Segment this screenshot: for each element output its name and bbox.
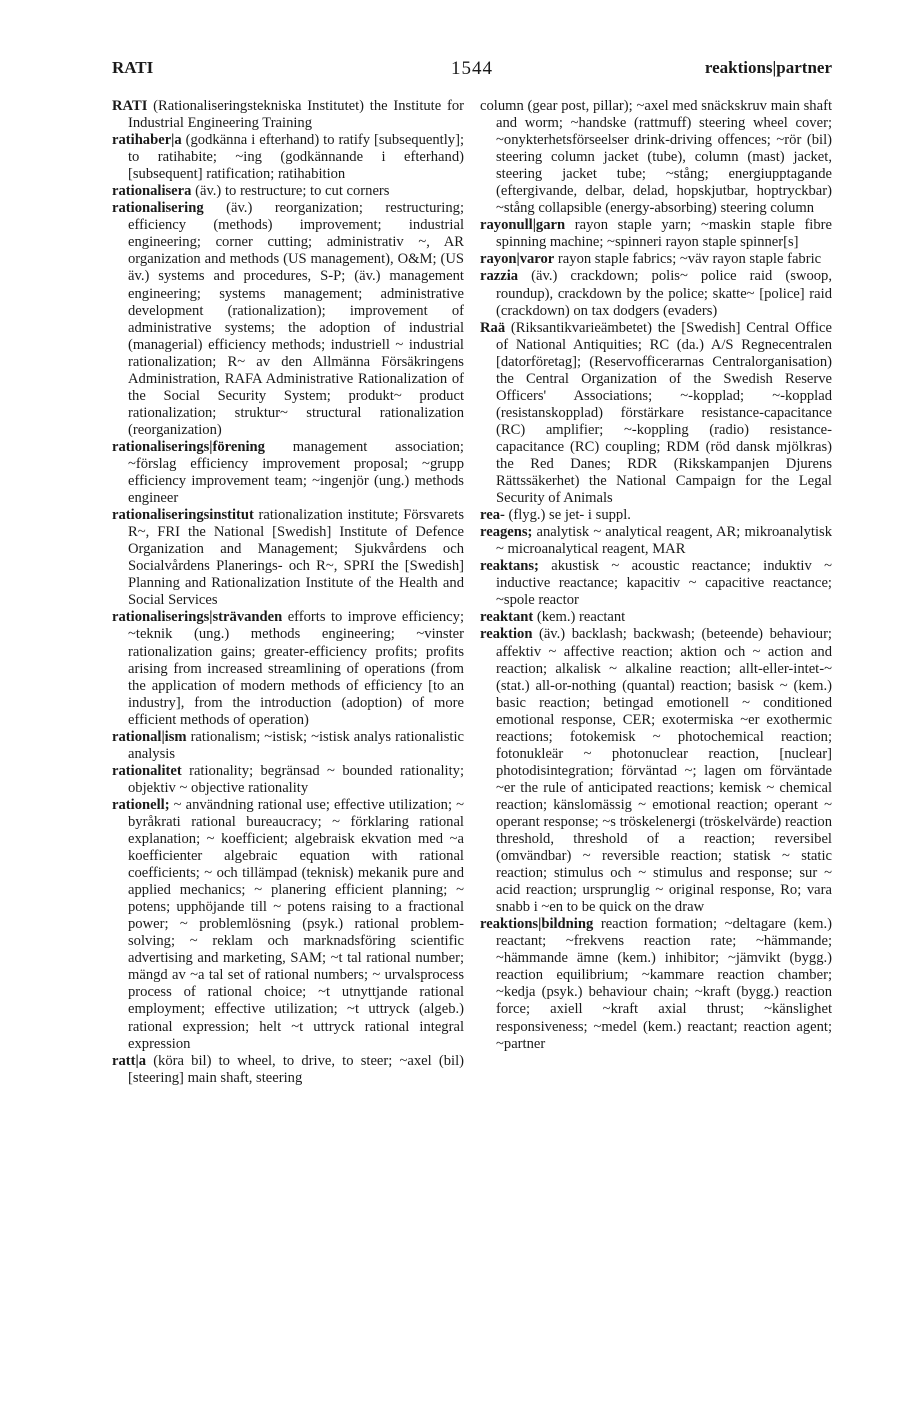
dictionary-entry xyxy=(112,132,464,183)
entry-body: rationalism; ~istisk; ~istisk analys rationalistic analysis xyxy=(128,728,464,762)
entry-body: (äv.) reorganization; restructuring; efficiency (methods) improvement; industrial engineering; corner cutting; administrativ ~, AR organization and methods (US management), O&M; (US äv.) systems and procedures, S-P; (äv.) management engineering; systems management; administrative development (rationalization); improvement of administrative systems; the adoption of industrial (managerial) efficiency methods; industriell ~ industrial rationalization; R~ av den Allmänna Försäkringens Administration, RAFA Administrative Rationalization of the Social Security System; produkt~ product rationalization; struktur~ structural rationalization (reorganization) xyxy=(128,200,464,438)
headword: rationalitet xyxy=(112,762,182,779)
entry-body: ~ användning rational use; effective utilization; ~ byråkrati rational bureaucracy; ~ förklaring rational explanation; ~ koefficient; algebraisk ekvation med ~a koefficienter algebraic equation with rational coefficients; ~ och tillämpad (teknisk) mekanik pure and applied mechanics; ~ planering efficient planning; ~ potens; upphöjande till ~ potens raising to a fractional power; ~ problemlösning (psyk.) rational problem-solving; ~ reklam och marknadsföring scientific advertising and marketing, SAM; ~t tal rational number; mängd av ~a tal set of rational numbers; ~ urvalsprocess process of rational choice; ~t utnyttjande rational employment; effective utilization; ~t uttryck (algeb.) rational expression; helt ~t uttryck rational integral expression xyxy=(128,796,464,1052)
dictionary-entry-continued xyxy=(480,98,832,217)
headword: reaktions|bildning xyxy=(480,916,594,933)
dictionary-entry xyxy=(112,728,464,763)
dictionary-entry xyxy=(480,251,832,268)
dictionary-entry xyxy=(480,558,832,609)
headword: reaktans; xyxy=(480,558,539,575)
headword: rationell; xyxy=(112,796,170,813)
entry-body: rationalization institute; Försvarets R~, FRI the National [Swedish] Institute of Defence Organization and Management; Sjukvårdens och Socialvårdens Planerings- och R~, SPRI the [Swedish] Planning and Rationalization Institute of the Health and Social Services xyxy=(128,507,464,609)
dictionary-entry xyxy=(112,200,464,439)
left-column xyxy=(112,98,464,1087)
dictionary-entry xyxy=(112,1052,464,1087)
running-head-right: reaktions|partner xyxy=(704,58,832,77)
dictionary-entry xyxy=(480,507,832,524)
entry-body: reaction formation; ~deltagare (kem.) reactant; ~frekvens reaction rate; ~hämmande; ~hämmande ämne (kem.) inhibitor; ~jämvikt (bygg.) reaction equilibrium; ~kammare reaction chamber; ~kedja (psyk.) behaviour chain; ~kraft (bygg.) reaction force; axiell ~kraft axial thrust; ~känslighet responsiveness; ~medel (kem.) reactant; reaction agent; ~partner xyxy=(496,916,832,1052)
headword: ratihaber|a xyxy=(112,132,182,149)
dictionary-entry xyxy=(112,98,464,132)
headword: reaktant xyxy=(480,609,534,626)
headword: rayon|varor xyxy=(480,251,555,268)
dictionary-entry xyxy=(112,507,464,609)
headword: rational|ism xyxy=(112,728,187,745)
dictionary-entry xyxy=(480,916,832,1052)
dictionary-entry xyxy=(480,524,832,558)
headword: rea- xyxy=(480,507,505,524)
headword: rationaliserings|förening xyxy=(112,438,265,455)
headword: rayonull|garn xyxy=(480,217,566,234)
dictionary-entry xyxy=(480,217,832,251)
headword: reagens; xyxy=(480,524,533,541)
entry-body: (äv.) to restructure; to cut corners xyxy=(191,183,390,200)
entry-body: rationality; begränsad ~ bounded rationality; objektiv ~ objective rationality xyxy=(128,762,464,796)
dictionary-entry xyxy=(112,796,464,1053)
dictionary-entry xyxy=(480,268,832,319)
entry-body: rayon staple yarn; ~maskin staple fibre spinning machine; ~spinneri rayon staple spinner[s] xyxy=(496,217,832,251)
dictionary-entry xyxy=(112,609,464,728)
running-head-left: RATI xyxy=(112,58,154,77)
headword: Raä xyxy=(480,319,506,336)
entry-body: (äv.) backlash; backwash; (beteende) behaviour; affektiv ~ affective reaction; aktion och ~ action and reaction; alkalisk ~ alkaline reaction; allt-eller-intet-~ (stat.) all-or-nothing (quantal) reaction; basisk ~ (kem.) basic reaction; betingad emotionell ~ conditioned emotional response, CER; exotermiska ~er exothermic reactions; fotokemisk ~ photochemical reaction; fotonukleär ~ photonuclear reaction, [nuclear] photodisintegration; förväntad ~; lagen om förväntade ~er the rule of anticipated reactions; kemisk ~ chemical reaction; känslomässig ~ emotional reaction; operant ~ operant response; ~s tröskelenergi (tröskelvärde) reaction threshold, threshold of a reaction; reversibel (omvändbar) ~ reversible reaction; statisk ~ static reaction; stimulus och ~ stimulus and response; sur ~ acid reaction; ursprunglig ~ original response, Ro; vara snabb i ~en to be quick on the draw xyxy=(496,626,832,916)
entry-body: (äv.) crackdown; polis~ police raid (swoop, roundup), crackdown by the police; skatte~ [police] raid (crackdown) on tax dodgers (evaders) xyxy=(496,268,832,319)
headword: ratt|a xyxy=(112,1052,147,1069)
entry-body: akustisk ~ acoustic reactance; induktiv ~ inductive reactance; kapacitiv ~ capacitive reactance; ~spole reactor xyxy=(496,558,832,609)
entry-body: analytisk ~ analytical reagent, AR; mikroanalytisk ~ microanalytical reagent, MAR xyxy=(496,524,832,558)
right-column xyxy=(480,98,832,1053)
dictionary-entry xyxy=(112,438,464,507)
dictionary-entry xyxy=(112,762,464,797)
headword: reaktion xyxy=(480,626,533,643)
entry-body: (godkänna i efterhand) to ratify [subsequently]; to ratihabite; ~ing (godkännande i efterhand) [subsequent] ratification; ratihabition xyxy=(128,132,464,183)
entry-body: management association; ~förslag efficiency improvement proposal; ~grupp efficiency improvement team; ~ingenjör (ung.) methods engineer xyxy=(128,438,464,507)
entry-body: (köra bil) to wheel, to drive, to steer; ~axel (bil) [steering] main shaft, steering xyxy=(128,1052,464,1086)
entry-body: rayon staple fabrics; ~väv rayon staple fabric xyxy=(554,251,822,268)
dictionary-entry xyxy=(112,183,464,200)
entry-body: (flyg.) se jet- i suppl. xyxy=(504,507,631,524)
entry-body: (Rationaliseringstekniska Institutet) the Institute for Industrial Engineering Training xyxy=(128,98,464,132)
entry-body: efforts to improve efficiency; ~teknik (ung.) methods engineering; ~vinster rationalization gains; greater-efficiency profits; profits arising from increased streamlining of operations (from the application of modern methods of efficiency [to an industry], from the introduction (adoption) of more efficient methods of operation) xyxy=(128,609,464,728)
page-header xyxy=(112,58,832,82)
headword: rationalisering xyxy=(112,200,204,217)
headword: rationaliserings|strävanden xyxy=(112,609,283,626)
headword: rationalisera xyxy=(112,183,192,200)
entry-body: column (gear post, pillar); ~axel med snäckskruv main shaft and worm; ~handske (rattmuff) steering wheel cover; ~onykterhetsförseelser drink-driving offences; ~rör (bil) steering column jacket (tube), column (mast) jacket, steering jacket tube; ~stång; energiupptagande (eftergivande, delbar, delad, hopskjutbar, hoptryckbar) ~stång collapsible (energy-absorbing) steering column xyxy=(480,98,832,217)
dictionary-entry xyxy=(480,609,832,626)
headword: razzia xyxy=(480,268,519,285)
page-number: 1544 xyxy=(451,58,493,79)
dictionary-entry xyxy=(480,319,832,508)
headword: rationaliseringsinstitut xyxy=(112,507,254,524)
entry-body: (Riksantikvarieämbetet) the [Swedish] Central Office of National Antiquities; RC (da.) A/S Regnecentralen [datorföretag]; (Reservofficerarnas Centralorganisation) the Central Organization of the Swedish Reserve Officers' Associations; ~-kopplad; ~-kopplad (resistanskopplad) förstärkare resistance-capacitance (RC) amplifier; ~-koppling (radio) resistance-capacitance (RC) coupling; RDM (röd dansk mjölkras) the Red Danes; RDR (Rikskampanjen Djurens Rättssäkerhet) the National Campaign for the Legal Security of Animals xyxy=(496,319,832,507)
headword: RATI xyxy=(112,98,148,114)
entry-body: (kem.) reactant xyxy=(533,609,626,626)
dictionary-entry xyxy=(480,626,832,916)
